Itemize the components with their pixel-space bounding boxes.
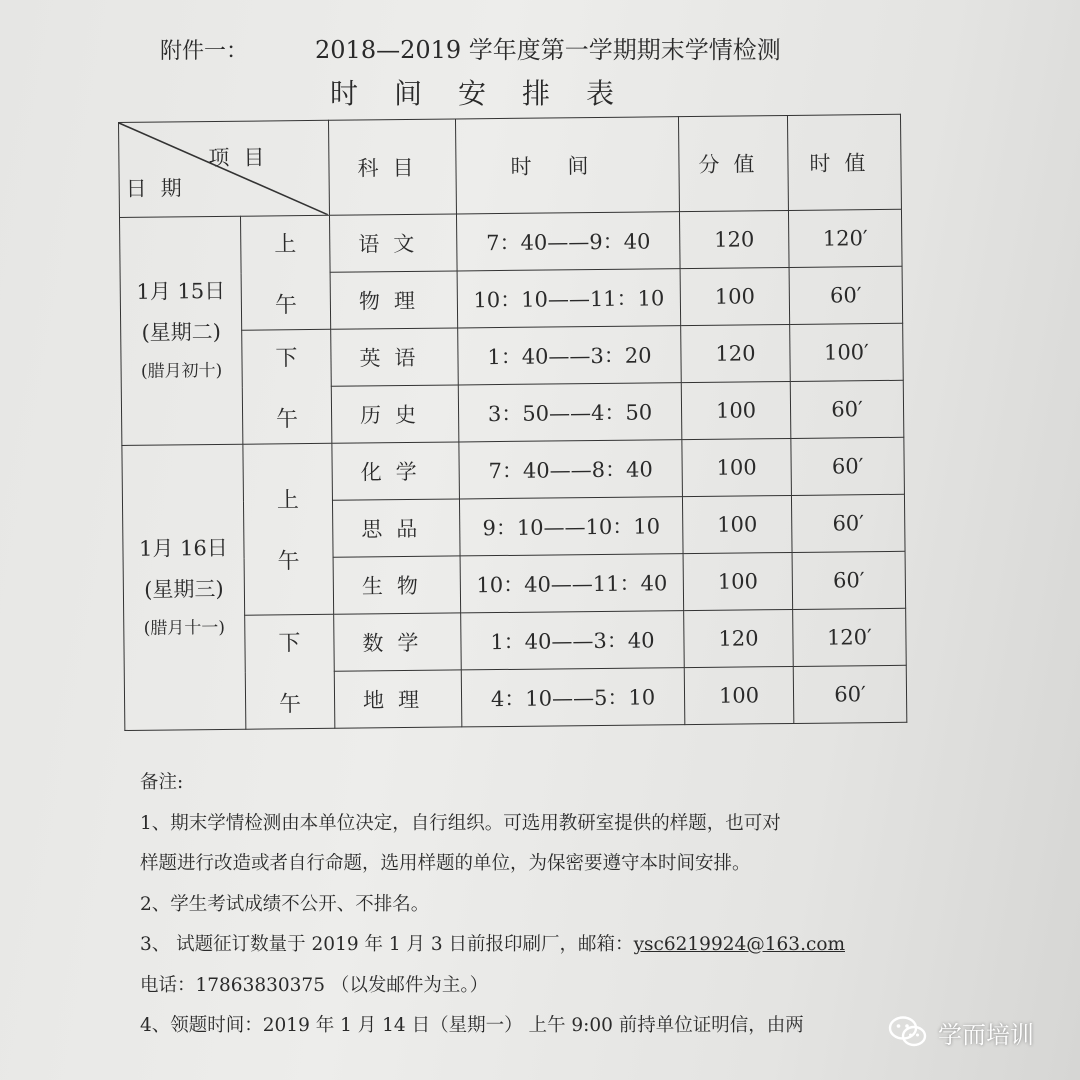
subject-cell: 历史 xyxy=(331,385,459,443)
schedule-table xyxy=(118,114,907,731)
watermark-text: 学而培训 xyxy=(938,1020,1034,1049)
half-label-char: 午 xyxy=(275,406,299,432)
document-title: 2018—2019 学年度第一学期期末学情检测 xyxy=(315,36,781,64)
lunar-date-text: (腊月十一) xyxy=(143,617,226,639)
half-label-char: 下 xyxy=(278,630,301,656)
subject-cell: 化学 xyxy=(332,442,460,500)
subject-cell: 物理 xyxy=(330,271,458,329)
half-cell-morning xyxy=(240,215,330,330)
time-cell: 7：40——9：40 xyxy=(456,212,680,271)
weekday-text: (星期二) xyxy=(141,319,222,345)
subject-cell: 生物 xyxy=(333,556,461,614)
attachment-label: 附件一： xyxy=(160,39,249,64)
date-text: 1月 15日 xyxy=(136,278,226,304)
contact-email: ysc6219924@163.com xyxy=(633,934,845,955)
note-3-text: 3、 试题征订数量于 2019 年 1 月 3 日前报印刷厂，邮箱： xyxy=(140,934,634,955)
duration-cell: 60′ xyxy=(789,266,903,324)
score-cell: 100 xyxy=(681,381,791,439)
half-label-char: 上 xyxy=(276,488,300,514)
duration-cell: 100′ xyxy=(790,323,904,381)
table-header-row xyxy=(119,114,902,217)
note-2: 2、学生考试成绩不公开、不排名。 xyxy=(140,893,430,915)
duration-cell: 60′ xyxy=(793,665,907,723)
notes-heading: 备注: xyxy=(140,772,184,793)
score-cell: 100 xyxy=(683,552,793,610)
time-cell: 1：40——3：40 xyxy=(461,611,685,670)
score-cell: 100 xyxy=(682,438,792,496)
header-score: 分值 xyxy=(678,115,788,211)
date-cell-day2 xyxy=(122,444,246,730)
duration-cell: 60′ xyxy=(791,494,905,552)
half-label-char: 午 xyxy=(274,292,298,318)
header-item-label: 项目 xyxy=(208,145,279,171)
time-cell: 10：40——11：40 xyxy=(460,554,684,613)
time-cell: 3：50——4：50 xyxy=(458,383,682,442)
score-cell: 120 xyxy=(679,210,789,268)
duration-cell: 120′ xyxy=(788,209,902,267)
time-cell: 4：10——5：10 xyxy=(461,668,685,727)
wechat-icon xyxy=(888,1015,928,1049)
half-cell-afternoon xyxy=(242,329,332,444)
watermark xyxy=(888,1010,1034,1054)
note-3-phone: 电话：17863830375 （以发邮件为主。） xyxy=(140,974,489,996)
duration-cell: 60′ xyxy=(792,551,906,609)
table-row xyxy=(122,437,905,502)
subject-cell: 地理 xyxy=(334,670,462,728)
time-cell: 9：10——10：10 xyxy=(459,497,683,556)
half-cell-afternoon xyxy=(245,614,335,729)
lunar-date-text: (腊月初十) xyxy=(140,360,223,382)
note-1-line-2: 样题进行改造或者自行命题，选用样题的单位，为保密要遵守本时间安排。 xyxy=(140,853,751,874)
time-cell: 7：40——8：40 xyxy=(459,440,683,499)
weekday-text: (星期三) xyxy=(144,576,224,602)
header-time: 时间 xyxy=(455,117,679,214)
score-cell: 120 xyxy=(684,609,794,667)
half-label-char: 午 xyxy=(277,549,300,575)
document-header xyxy=(160,30,781,65)
half-cell-morning xyxy=(243,443,334,615)
date-cell-day1 xyxy=(120,216,243,445)
subject-cell: 英语 xyxy=(331,328,459,386)
subject-cell: 思品 xyxy=(332,499,460,557)
document-subtitle: 时间安排表 xyxy=(330,77,651,110)
subject-cell: 语文 xyxy=(329,214,457,272)
time-cell: 10：10——11：10 xyxy=(457,269,681,328)
header-date-label: 日期 xyxy=(125,176,196,201)
table-row xyxy=(120,209,903,274)
note-4: 4、领题时间：2019 年 1 月 14 日（星期一） 上午 9:00 前持单位证明信，由两 xyxy=(140,1015,804,1036)
duration-cell: 60′ xyxy=(791,437,905,495)
note-1-line-1: 1、期末学情检测由本单位决定，自行组织。可选用教研室提供的样题，也可对 xyxy=(140,812,781,834)
header-diagonal-cell xyxy=(119,120,330,217)
notes-section xyxy=(140,774,920,1058)
note-3 xyxy=(140,936,920,955)
half-label-char: 上 xyxy=(274,231,297,257)
half-label-char: 午 xyxy=(278,691,302,717)
header-subject: 科目 xyxy=(328,119,456,215)
half-label-char: 下 xyxy=(275,345,298,371)
score-cell: 100 xyxy=(682,495,792,553)
score-cell: 100 xyxy=(684,666,794,724)
subject-cell: 数学 xyxy=(334,613,462,671)
date-text: 1月 16日 xyxy=(138,535,228,561)
duration-cell: 120′ xyxy=(793,608,907,666)
duration-cell: 60′ xyxy=(790,380,904,438)
time-cell: 1：40——3：20 xyxy=(458,326,682,385)
header-duration: 时值 xyxy=(787,114,901,210)
score-cell: 100 xyxy=(680,267,790,325)
score-cell: 120 xyxy=(681,324,791,382)
